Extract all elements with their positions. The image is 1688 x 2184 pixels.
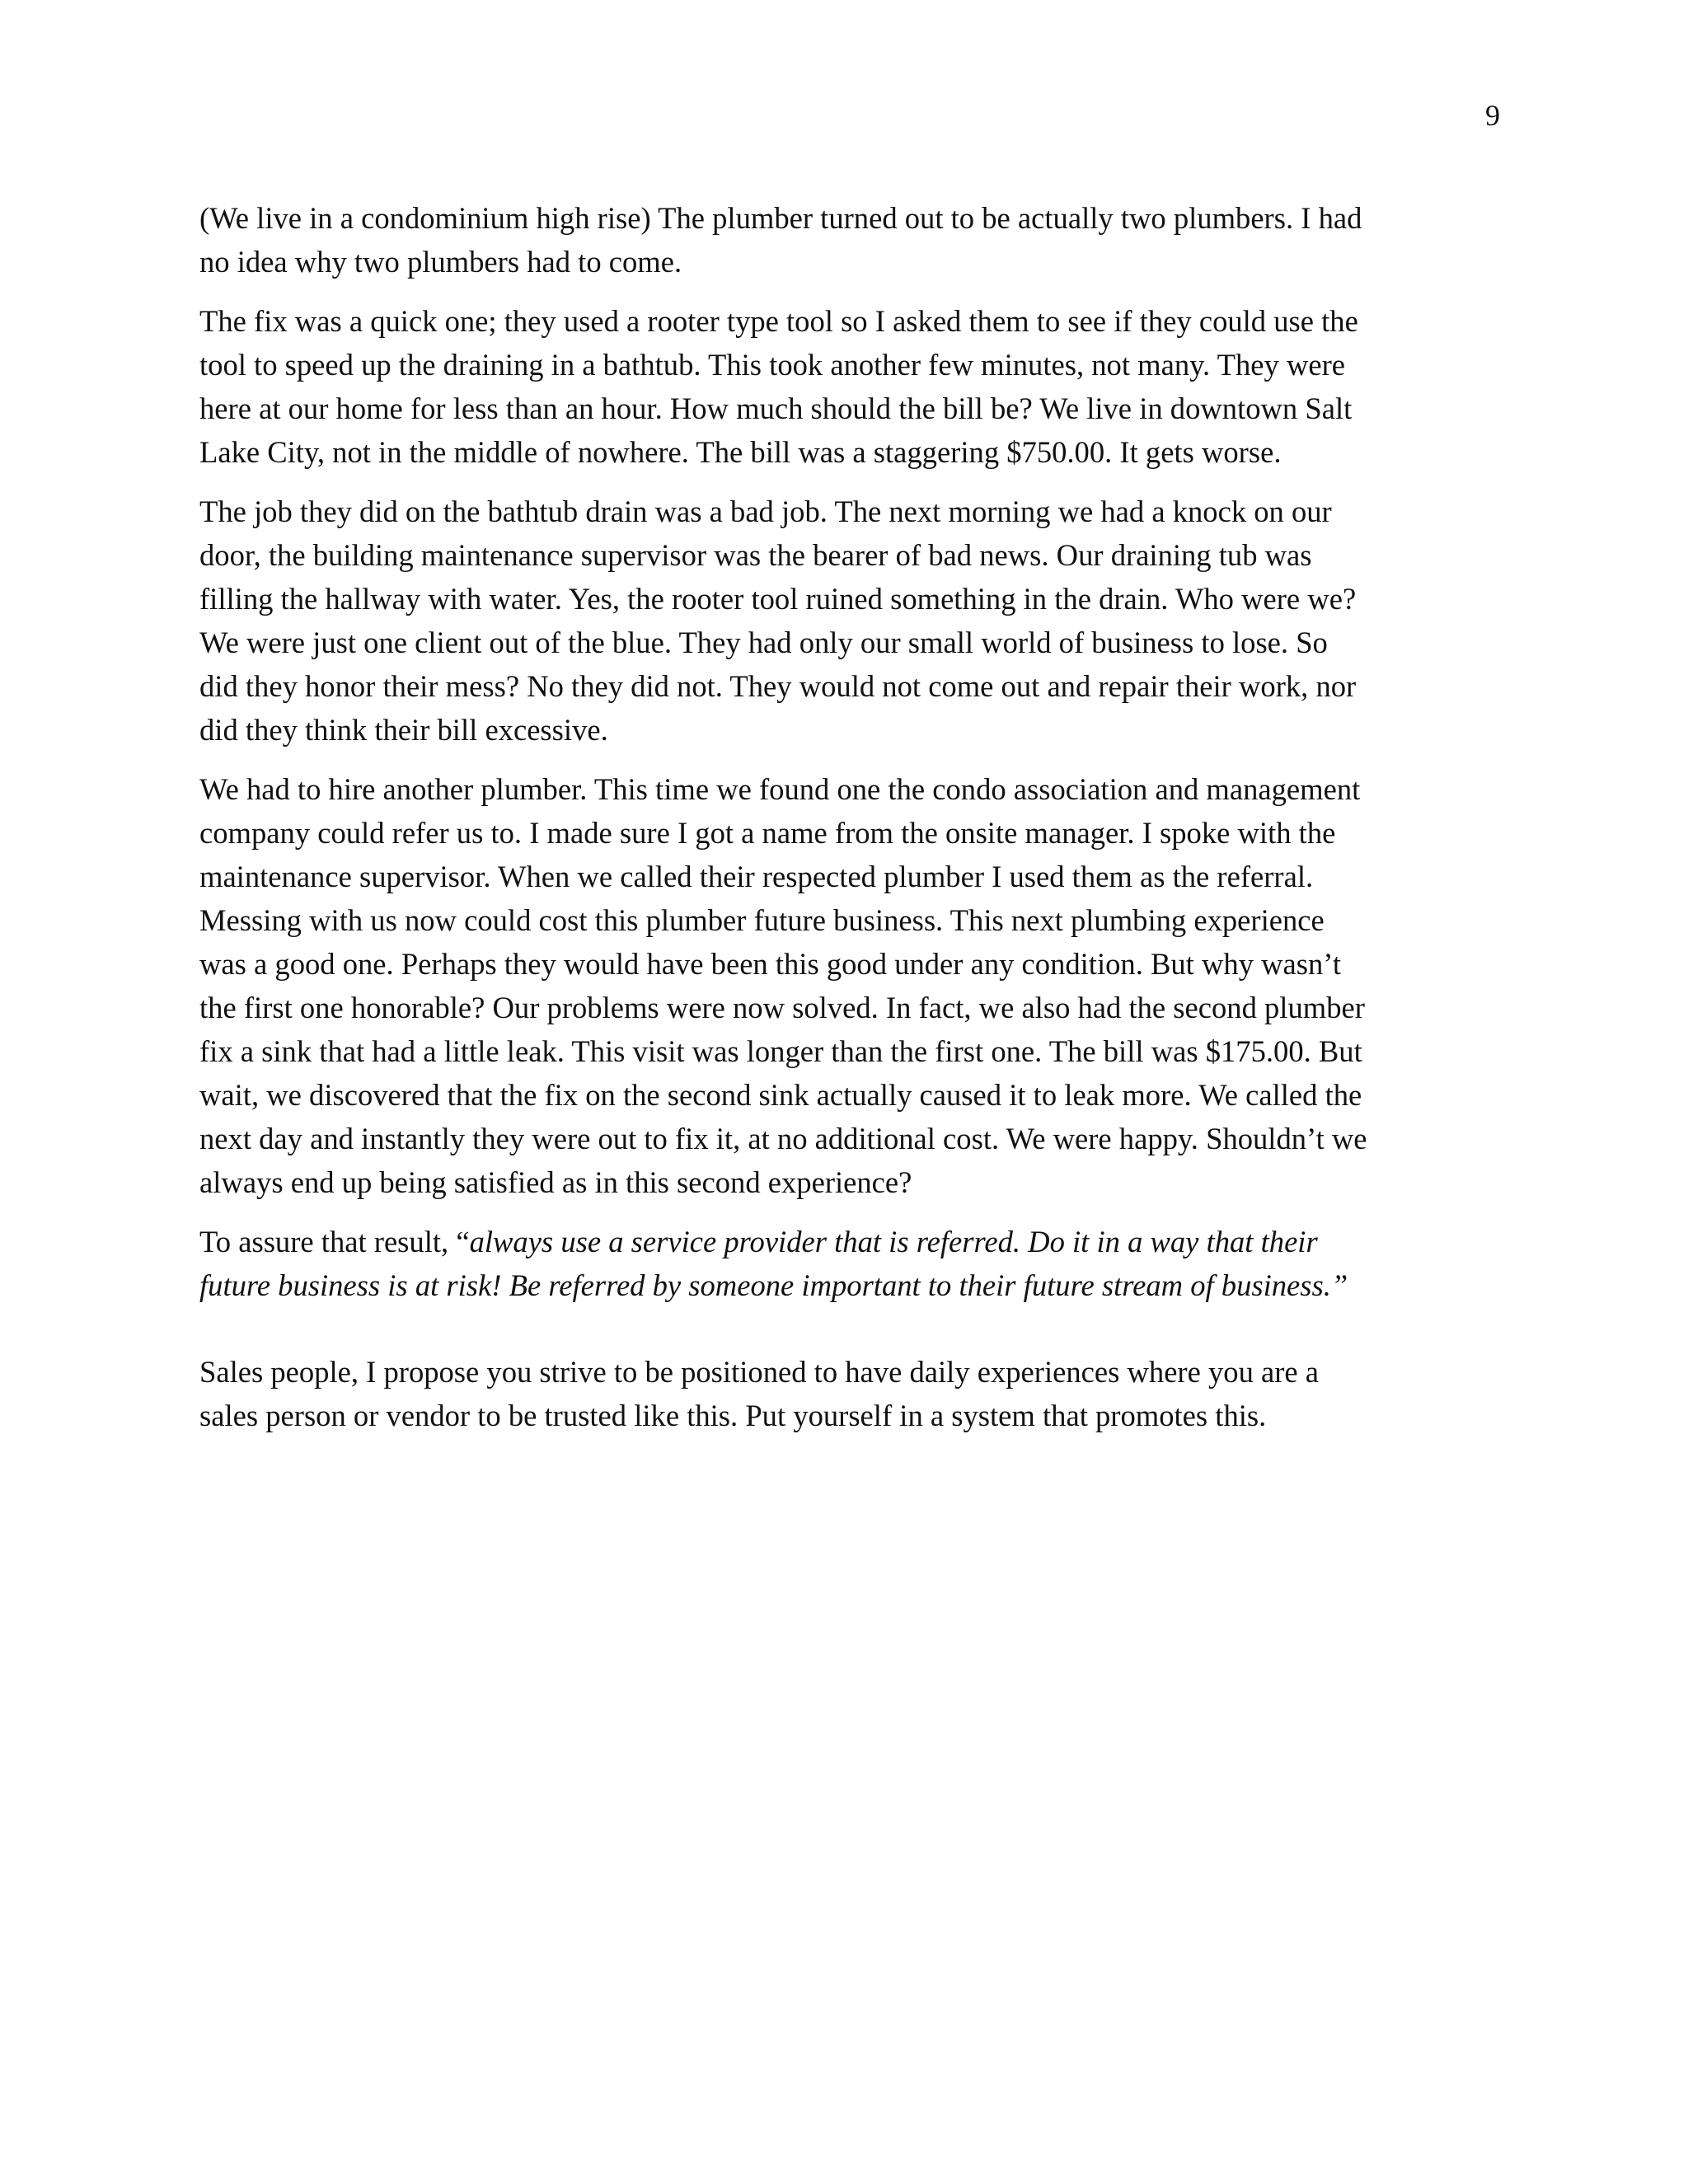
text-line: tool to speed up the draining in a bathtub. This took another few minutes, not many. They were xyxy=(199,348,1346,382)
text-line: always end up being satisfied as in this second experience? xyxy=(199,1165,912,1199)
text-line: The fix was a quick one; they used a rooter type tool so I asked them to see if they could use the xyxy=(199,304,1358,338)
text-line: maintenance supervisor. When we called their respected plumber I used them as the referral. xyxy=(199,860,1314,893)
text-line: fix a sink that had a little leak. This visit was longer than the first one. The bill was $175.00. But xyxy=(199,1034,1362,1068)
text-line: We were just one client out of the blue. They had only our small world of business to lose. So xyxy=(199,626,1328,659)
text-line: Lake City, not in the middle of nowhere. The bill was a staggering $750.00. It gets worse. xyxy=(199,435,1282,469)
page-number: 9 xyxy=(1485,99,1500,132)
text-line: company could refer us to. I made sure I got a name from the onsite manager. I spoke with the xyxy=(199,816,1336,850)
text-line: sales person or vendor to be trusted like this. Put yourself in a system that promotes this. xyxy=(199,1399,1267,1432)
text-line: wait, we discovered that the fix on the second sink actually caused it to leak more. We called the xyxy=(199,1078,1362,1112)
body-text xyxy=(199,196,1502,1453)
text-line: Sales people, I propose you strive to be positioned to have daily experiences where you are a xyxy=(199,1355,1320,1389)
text-line: no idea why two plumbers had to come. xyxy=(199,245,682,279)
text-line xyxy=(199,1220,1502,1263)
text-line: Messing with us now could cost this plumber future business. This next plumbing experience xyxy=(199,903,1325,937)
paragraph-bad-job xyxy=(199,490,1502,752)
text-line: was a good one. Perhaps they would have been this good under any condition. But why wasn’t xyxy=(199,947,1341,981)
text-line: filling the hallway with water. Yes, the rooter tool ruined something in the drain. Who were we? xyxy=(199,582,1357,616)
text-line: (We live in a condominium high rise) The plumber turned out to be actually two plumbers. I had xyxy=(199,201,1362,235)
paragraph-closing xyxy=(199,1350,1502,1437)
quote-italic-text: future business is at risk! Be referred by someone important to their future stream of business.” xyxy=(199,1268,1348,1302)
paragraph-first-bill xyxy=(199,299,1502,474)
text-line: did they think their bill excessive. xyxy=(199,713,608,747)
text-line: We had to hire another plumber. This time we found one the condo association and management xyxy=(199,772,1361,806)
text-line: next day and instantly they were out to fix it, at no additional cost. We were happy. Shouldn’t we xyxy=(199,1122,1367,1155)
text-line: did they honor their mess? No they did not. They would not come out and repair their work, nor xyxy=(199,669,1357,703)
text-line: the first one honorable? Our problems were now solved. In fact, we also had the second plumber xyxy=(199,991,1365,1024)
paragraph-second-plumber xyxy=(199,767,1502,1204)
quote-lead-in: To assure that result, “ xyxy=(199,1225,470,1258)
text-line: here at our home for less than an hour. How much should the bill be? We live in downtown Salt xyxy=(199,391,1353,425)
text-line: The job they did on the bathtub drain was a bad job. The next morning we had a knock on our xyxy=(199,494,1332,528)
quote-italic-text: always use a service provider that is referred. Do it in a way that their xyxy=(469,1225,1318,1258)
paragraph-plumbers-arrive xyxy=(199,196,1502,284)
paragraph-referral-advice xyxy=(199,1220,1502,1307)
text-line: door, the building maintenance supervisor was the bearer of bad news. Our draining tub was xyxy=(199,538,1312,572)
